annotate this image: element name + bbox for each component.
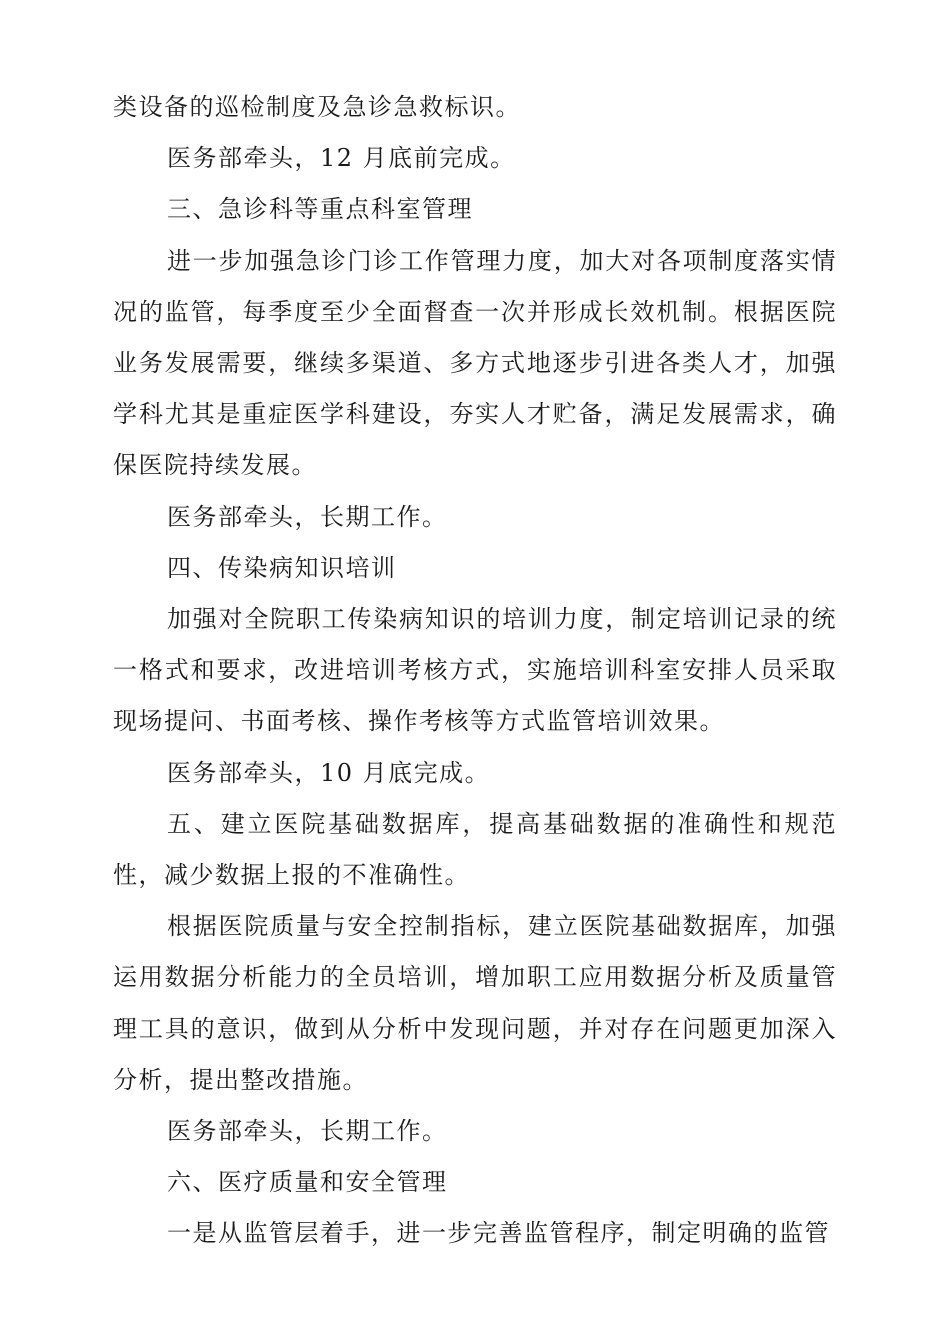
paragraph-database: 根据医院质量与安全控制指标，建立医院基础数据库，加强运用数据分析能力的全员培训，增加职工应用数据分析及质量管理工具的意识，做到从分析中发现问题，并对存在问题更加深入分析，提出整改措施。 [113, 912, 837, 1094]
paragraph-continuation: 类设备的巡检制度及急诊急救标识。 [113, 93, 521, 121]
paragraph-emergency-management: 进一步加强急诊门诊工作管理力度，加大对各项制度落实情况的监管，每季度至少全面督查一次并形成长效机制。根据医院业务发展需要，继续多渠道、多方式地逐步引进各类人才，加强学科尤其是重症医学科建设，夯实人才贮备，满足发展需求，确保医院持续发展。 [113, 246, 837, 480]
paragraph-responsibility: 医务部牵头，长期工作。 [167, 502, 448, 531]
paragraph-infectious-disease-training: 加强对全院职工传染病知识的培训力度，制定培训记录的统一格式和要求，改进培训考核方式，实施培训科室安排人员采取现场提问、书面考核、操作考核等方式监管培训效果。 [113, 605, 837, 736]
section-heading-5: 五、建立医院基础数据库，提高基础数据的准确性和规范性，减少数据上报的不准确性。 [113, 809, 837, 890]
section-heading-3: 三、急诊科等重点科室管理 [167, 195, 473, 224]
document-body [113, 82, 837, 1260]
paragraph-responsibility: 医务部牵头，12 月底前完成。 [167, 144, 516, 173]
paragraph-quality-safety: 一是从监管层着手，进一步完善监管程序，制定明确的监管 [167, 1219, 830, 1248]
section-heading-4: 四、传染病知识培训 [167, 553, 397, 582]
section-heading-6: 六、医疗质量和安全管理 [167, 1168, 448, 1197]
paragraph-responsibility: 医务部牵头，长期工作。 [167, 1117, 448, 1146]
paragraph-responsibility: 医务部牵头，10 月底完成。 [167, 758, 491, 787]
